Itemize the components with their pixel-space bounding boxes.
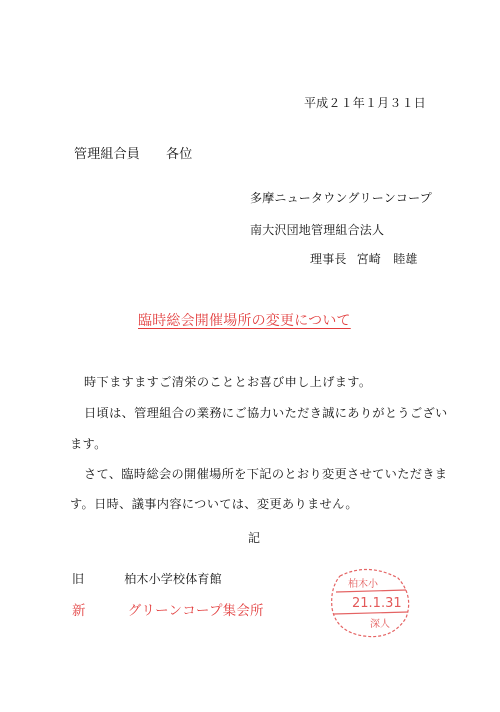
body-paragraph-greeting: 時下ますますご清栄のこととお喜び申し上げます。 bbox=[84, 375, 372, 389]
new-venue-value: グリーンコープ集会所 bbox=[127, 603, 264, 619]
body-paragraph-thanks-line2: ます。 bbox=[70, 437, 107, 451]
sender-corporation: 南大沢団地管理組合法人 bbox=[250, 223, 385, 237]
old-venue-value: 柏木小学校体育館 bbox=[124, 572, 222, 586]
sender-signatory bbox=[310, 251, 418, 267]
old-venue-label: 旧 bbox=[72, 572, 85, 586]
stamp-top-text: 柏木小 bbox=[348, 579, 378, 590]
sender-role: 理事長 bbox=[310, 252, 347, 266]
stamp-lower-line bbox=[334, 612, 408, 614]
stamp-bottom-text: 深人 bbox=[370, 619, 390, 630]
document-date: 平成２１年１月３１日 bbox=[303, 96, 426, 110]
addressee-line bbox=[74, 147, 192, 163]
new-venue-line bbox=[72, 603, 264, 619]
new-venue-label: 新 bbox=[72, 603, 86, 619]
sender-name: 宮崎 睦雄 bbox=[356, 252, 418, 266]
sender-organization: 多摩ニュータウングリーンコープ bbox=[250, 191, 432, 205]
stamp-upper-line bbox=[336, 590, 406, 592]
body-paragraph-notice-line1: さて、臨時総会の開催場所を下記のとおり変更させていただきま bbox=[84, 467, 448, 481]
record-heading: 記 bbox=[248, 531, 261, 545]
date-seal-stamp bbox=[326, 566, 412, 640]
addressee-name: 管理組合員 bbox=[74, 147, 141, 162]
body-paragraph-thanks-line1: 日頃は、管理組合の業務にご協力いただき誠にありがとうござい bbox=[84, 406, 448, 420]
old-venue-line bbox=[72, 571, 222, 587]
document-subject: 臨時総会開催場所の変更について bbox=[138, 313, 351, 329]
addressee-honorific: 各位 bbox=[166, 147, 193, 162]
stamp-date-text: 21.1.31 bbox=[352, 596, 402, 611]
body-paragraph-notice-line2: す。日時、議事内容については、変更ありません。 bbox=[70, 497, 358, 511]
